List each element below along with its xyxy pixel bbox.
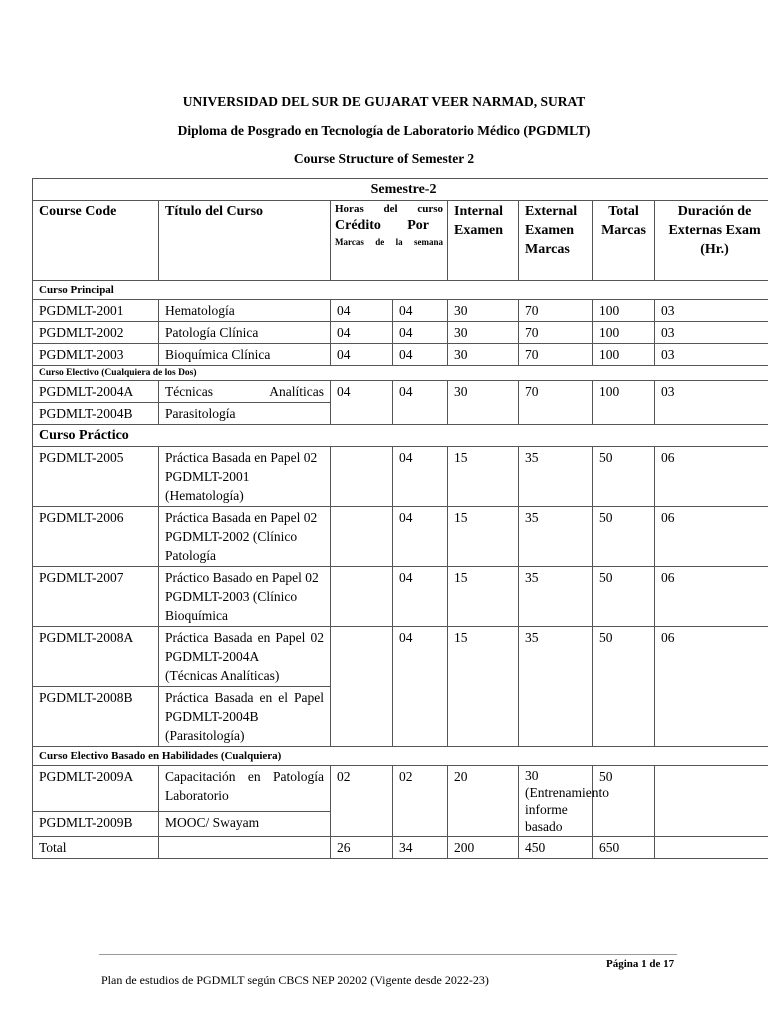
credit-cell: 04 xyxy=(331,322,393,344)
course-title-line: Laboratorio xyxy=(165,788,229,803)
course-code: PGDMLT-2004A xyxy=(33,381,159,403)
course-code: PGDMLT-2007 xyxy=(33,567,159,627)
course-title-line: Patología xyxy=(165,548,216,563)
footer-divider xyxy=(99,954,677,955)
table-row xyxy=(33,507,768,567)
duration-cell: 03 xyxy=(655,344,768,366)
external-cell: 70 xyxy=(519,322,593,344)
external-cell: 35 xyxy=(519,627,593,747)
external-cell: 35 xyxy=(519,447,593,507)
course-title xyxy=(159,507,331,567)
course-title: Bioquímica Clínica xyxy=(159,344,331,366)
section-practico: Curso Práctico xyxy=(33,425,768,447)
duration-cell xyxy=(655,837,768,859)
external-line: basado xyxy=(525,819,563,834)
duration-cell: 06 xyxy=(655,507,768,567)
course-title-line: Capacitación en Patología xyxy=(165,769,324,784)
course-code: PGDMLT-2009A xyxy=(33,766,159,812)
external-line: (Entrenamiento xyxy=(525,785,609,800)
course-title-line: Práctica Basada en el Papel xyxy=(165,690,324,705)
course-title-line: PGDMLT-2004B xyxy=(165,709,259,724)
internal-cell: 200 xyxy=(448,837,519,859)
course-title-line: Bioquímica xyxy=(165,608,228,623)
course-title xyxy=(159,567,331,627)
course-title-line: Práctica Basada en Papel 02 xyxy=(165,510,318,525)
table-row xyxy=(33,381,768,403)
hours-cell: 02 xyxy=(393,766,448,837)
duration-cell: 03 xyxy=(655,322,768,344)
credit-cell: 04 xyxy=(331,344,393,366)
credit-cell xyxy=(331,507,393,567)
credit-cell xyxy=(331,447,393,507)
credit-cell xyxy=(331,567,393,627)
section-habilidades-row xyxy=(33,747,768,766)
total-cell: 650 xyxy=(593,837,655,859)
total-cell: 50 xyxy=(593,507,655,567)
course-title: MOOC/ Swayam xyxy=(159,812,331,837)
external-cell: 450 xyxy=(519,837,593,859)
table-row xyxy=(33,567,768,627)
hours-cell: 04 xyxy=(393,322,448,344)
hours-cell: 04 xyxy=(393,567,448,627)
credit-cell: 04 xyxy=(331,381,393,425)
course-title-line: PGDMLT-2004A xyxy=(165,649,260,664)
course-code: PGDMLT-2002 xyxy=(33,322,159,344)
header-horas xyxy=(331,201,448,281)
course-code: PGDMLT-2006 xyxy=(33,507,159,567)
external-cell: 70 xyxy=(519,300,593,322)
internal-cell: 30 xyxy=(448,381,519,425)
section-electivo-row xyxy=(33,366,768,381)
course-title-line: Práctica Basada en Papel 02 xyxy=(165,450,318,465)
hours-cell: 04 xyxy=(393,507,448,567)
total-cell: 100 xyxy=(593,381,655,425)
external-cell: 70 xyxy=(519,344,593,366)
duration-cell: 06 xyxy=(655,447,768,507)
semester-heading: Semestre-2 xyxy=(33,179,768,201)
table-row xyxy=(33,344,768,366)
duration-cell xyxy=(655,766,768,837)
external-cell: 35 xyxy=(519,567,593,627)
course-title-line: (Parasitología) xyxy=(165,728,245,743)
header-duracion: Duración de Externas Exam (Hr.) xyxy=(655,201,768,281)
university-title: UNIVERSIDAD DEL SUR DE GUJARAT VEER NARMAD, SURAT xyxy=(182,94,586,109)
section-habilidades: Curso Electivo Basado en Habilidades (Cualquiera) xyxy=(33,747,768,766)
section-principal-row xyxy=(33,281,768,300)
course-code: PGDMLT-2008B xyxy=(33,687,159,747)
course-title-line: PGDMLT-2002 (Clínico xyxy=(165,529,298,544)
table-row xyxy=(33,766,768,812)
totals-row xyxy=(33,837,768,859)
header-title: Título del Curso xyxy=(159,201,331,281)
total-cell: 100 xyxy=(593,344,655,366)
header-marcas-semana: Marcas de la semana xyxy=(335,237,443,247)
total-cell: 50 xyxy=(593,567,655,627)
total-cell: 50 xyxy=(593,766,655,837)
course-title-line: (Técnicas Analíticas) xyxy=(165,668,280,683)
course-title-line: (Hematología) xyxy=(165,488,244,503)
total-label: Total xyxy=(33,837,159,859)
total-cell: 50 xyxy=(593,627,655,747)
header-row xyxy=(33,201,768,281)
hours-cell: 34 xyxy=(393,837,448,859)
header-total: Total Marcas xyxy=(593,201,655,281)
section-practico-row xyxy=(33,425,768,447)
course-title xyxy=(159,627,331,687)
course-title: Técnicas Analíticas xyxy=(159,381,331,403)
course-title-line: PGDMLT-2001 xyxy=(165,469,250,484)
footer-text: Plan de estudios de PGDMLT según CBCS NEP 20202 (Vigente desde 2022-23) xyxy=(101,973,489,987)
structure-title: Course Structure of Semester 2 xyxy=(293,151,475,166)
credit-cell: 04 xyxy=(331,300,393,322)
course-code: PGDMLT-2008A xyxy=(33,627,159,687)
total-cell: 50 xyxy=(593,447,655,507)
course-title-line: Práctica Basada en Papel 02 xyxy=(165,630,324,645)
course-structure-table xyxy=(32,178,768,859)
total-cell: 100 xyxy=(593,322,655,344)
course-title-line: PGDMLT-2003 (Clínico xyxy=(165,589,298,604)
course-code: PGDMLT-2009B xyxy=(33,812,159,837)
internal-cell: 15 xyxy=(448,447,519,507)
course-title-line: Práctico Basado en Papel 02 xyxy=(165,570,319,585)
internal-cell: 30 xyxy=(448,300,519,322)
page-number: Página 1 de 17 xyxy=(606,958,675,970)
course-code: PGDMLT-2001 xyxy=(33,300,159,322)
external-cell: 70 xyxy=(519,381,593,425)
external-line: informe xyxy=(525,802,568,817)
header-code: Course Code xyxy=(33,201,159,281)
external-line: 30 xyxy=(525,768,539,783)
credit-cell: 26 xyxy=(331,837,393,859)
duration-cell: 06 xyxy=(655,567,768,627)
course-code: PGDMLT-2005 xyxy=(33,447,159,507)
course-title: Parasitología xyxy=(159,403,331,425)
hours-cell: 04 xyxy=(393,447,448,507)
internal-cell: 15 xyxy=(448,567,519,627)
internal-cell: 15 xyxy=(448,507,519,567)
semester-row xyxy=(33,179,768,201)
external-cell: 35 xyxy=(519,507,593,567)
course-title xyxy=(159,687,331,747)
credit-cell xyxy=(331,627,393,747)
hours-cell: 04 xyxy=(393,300,448,322)
internal-cell: 20 xyxy=(448,766,519,837)
section-principal: Curso Principal xyxy=(33,281,768,300)
duration-cell: 03 xyxy=(655,381,768,425)
header-internal: Internal Examen xyxy=(448,201,519,281)
course-title: Patología Clínica xyxy=(159,322,331,344)
internal-cell: 30 xyxy=(448,344,519,366)
internal-cell: 30 xyxy=(448,322,519,344)
hours-cell: 04 xyxy=(393,344,448,366)
course-code: PGDMLT-2004B xyxy=(33,403,159,425)
header-external: External Examen Marcas xyxy=(519,201,593,281)
header-por: Por xyxy=(407,218,429,233)
table-row xyxy=(33,322,768,344)
table-row xyxy=(33,447,768,507)
section-electivo: Curso Electivo (Cualquiera de los Dos) xyxy=(33,366,768,381)
duration-cell: 06 xyxy=(655,627,768,747)
course-title: Hematología xyxy=(159,300,331,322)
table-row xyxy=(33,300,768,322)
internal-cell: 15 xyxy=(448,627,519,747)
course-title xyxy=(159,766,331,812)
total-cell: 100 xyxy=(593,300,655,322)
credit-cell: 02 xyxy=(331,766,393,837)
duration-cell: 03 xyxy=(655,300,768,322)
hours-cell: 04 xyxy=(393,381,448,425)
course-code: PGDMLT-2003 xyxy=(33,344,159,366)
table-row xyxy=(33,627,768,687)
hours-cell: 04 xyxy=(393,627,448,747)
diploma-title: Diploma de Posgrado en Tecnología de Laboratorio Médico (PGDMLT) xyxy=(177,123,591,138)
header-horas-top: Horas del curso xyxy=(335,203,443,215)
title-cell xyxy=(159,837,331,859)
course-title xyxy=(159,447,331,507)
header-credito: Crédito xyxy=(335,218,381,233)
